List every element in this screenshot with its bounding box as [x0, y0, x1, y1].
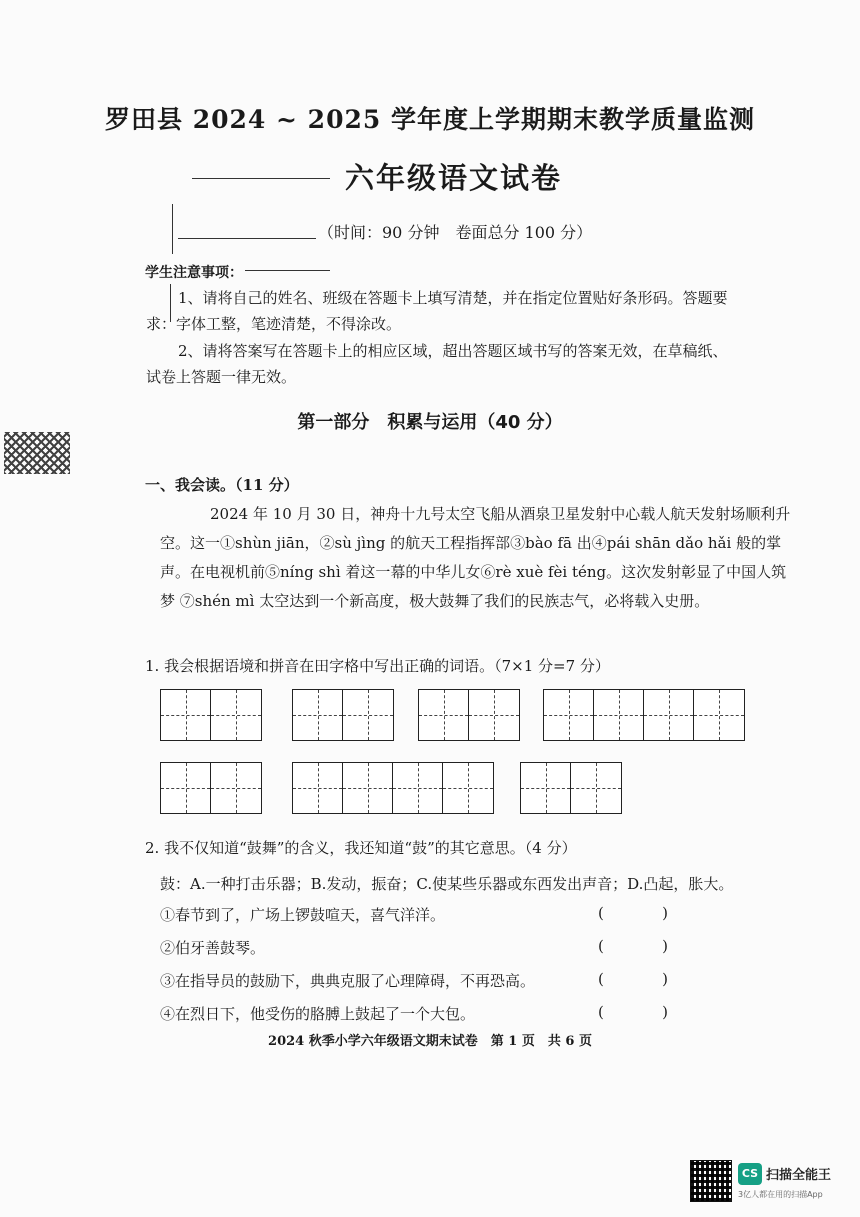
grid-cell[interactable]: [521, 763, 571, 813]
reading-passage: 2024 年 10 月 30 日，神舟十九号太空飞船从酒泉卫星发射中心载人航天发射场顺利升空。这一①shùn jiān，②sù jìng 的航天工程指挥部③bào fā 出④pái shān dǎo hǎi 般的掌声。在电视机前⑤níng shì 着这一幕的中华儿女⑥rè xuè fèi téng。这次发射彰显了中国人筑梦 ⑦shén mì 太空达到一个新高度，极大鼓舞了我们的民族志气，必将载入史册。: [160, 505, 791, 610]
grid-cell[interactable]: [694, 690, 744, 740]
q2-item-1: ①春节到了，广场上锣鼓喧天，喜气洋洋。: [160, 906, 446, 924]
grid-cell[interactable]: [211, 763, 261, 813]
page-footer: 2024 秋季小学六年级语文期末试卷 第 1 页 共 6 页: [268, 1034, 592, 1049]
scanner-app-name: 扫描全能王: [766, 1168, 832, 1183]
q2-definitions: 鼓：A.一种打击乐器；B.发动，振奋；C.使某些乐器或东西发出声音；D.凸起，胀大。: [160, 875, 734, 893]
note-item-1a: 1、请将自己的姓名、班级在答题卡上填写清楚，并在指定位置贴好条形码。答题要: [178, 289, 728, 307]
answer-grid-4[interactable]: [543, 689, 745, 741]
paren-close: ): [662, 970, 668, 988]
grid-cell[interactable]: [644, 690, 694, 740]
paren-close: ): [662, 1003, 668, 1021]
scanner-app-tagline: 3亿人都在用的扫描App: [738, 1190, 823, 1199]
q2-answer-2[interactable]: [598, 937, 668, 955]
grid-cell[interactable]: [594, 690, 644, 740]
notes-label: 学生注意事项：: [145, 265, 243, 281]
paren-close: ): [662, 904, 668, 922]
name-blank-line: [192, 178, 330, 179]
margin-line: [172, 204, 173, 254]
grid-cell[interactable]: [161, 763, 211, 813]
grid-cell[interactable]: [293, 690, 343, 740]
grid-cell[interactable]: [544, 690, 594, 740]
paren-close: ): [662, 937, 668, 955]
qr-code-icon: [690, 1160, 732, 1202]
notes-blank-line: [245, 270, 330, 271]
part1-title: 第一部分 积累与运用（40 分）: [297, 412, 563, 433]
grid-cell[interactable]: [343, 690, 393, 740]
grid-cell[interactable]: [211, 690, 261, 740]
q2-prompt: 2. 我不仅知道“鼓舞”的含义，我还知道“鼓”的其它意思。（4 分）: [145, 839, 577, 857]
grid-cell[interactable]: [343, 763, 393, 813]
binding-hatch-mark: [4, 432, 70, 474]
answer-grid-7[interactable]: [520, 762, 622, 814]
grid-cell[interactable]: [293, 763, 343, 813]
q2-item-4: ④在烈日下，他受伤的胳膊上鼓起了一个大包。: [160, 1005, 476, 1023]
grid-cell[interactable]: [419, 690, 469, 740]
grid-cell[interactable]: [443, 763, 493, 813]
class-blank-line: [178, 238, 316, 239]
time-info: （时间：90 分钟 卷面总分 100 分）: [318, 223, 593, 242]
q2-answer-4[interactable]: [598, 1003, 668, 1021]
paren-open: (: [598, 937, 604, 955]
grid-cell[interactable]: [393, 763, 443, 813]
camscanner-logo-icon: CS: [738, 1163, 762, 1185]
answer-grid-5[interactable]: [160, 762, 262, 814]
answer-grid-2[interactable]: [292, 689, 394, 741]
section1-heading: 一、我会读。（11 分）: [145, 476, 299, 494]
q2-answer-1[interactable]: [598, 904, 668, 922]
answer-grid-6[interactable]: [292, 762, 494, 814]
grid-cell[interactable]: [161, 690, 211, 740]
grid-cell[interactable]: [469, 690, 519, 740]
q1-prompt: 1. 我会根据语境和拼音在田字格中写出正确的词语。（7×1 分=7 分）: [145, 657, 610, 675]
answer-grid-1[interactable]: [160, 689, 262, 741]
grid-cell[interactable]: [571, 763, 621, 813]
exam-title: 罗田县 2024 ~ 2025 学年度上学期期末教学质量监测: [105, 105, 755, 134]
note-item-2a: 2、请将答案写在答题卡上的相应区域，超出答题区域书写的答案无效，在草稿纸、: [178, 342, 728, 360]
q2-answer-3[interactable]: [598, 970, 668, 988]
paren-open: (: [598, 970, 604, 988]
note-item-2b: 试卷上答题一律无效。: [146, 368, 297, 386]
q2-item-3: ③在指导员的鼓励下，典典克服了心理障碍，不再恐高。: [160, 972, 536, 990]
q2-item-2: ②伯牙善鼓琴。: [160, 939, 266, 957]
exam-subtitle: 六年级语文试卷: [345, 161, 563, 195]
note-item-1b: 求：字体工整，笔迹清楚，不得涂改。: [146, 315, 402, 333]
paren-open: (: [598, 1003, 604, 1021]
paren-open: (: [598, 904, 604, 922]
answer-grid-3[interactable]: [418, 689, 520, 741]
